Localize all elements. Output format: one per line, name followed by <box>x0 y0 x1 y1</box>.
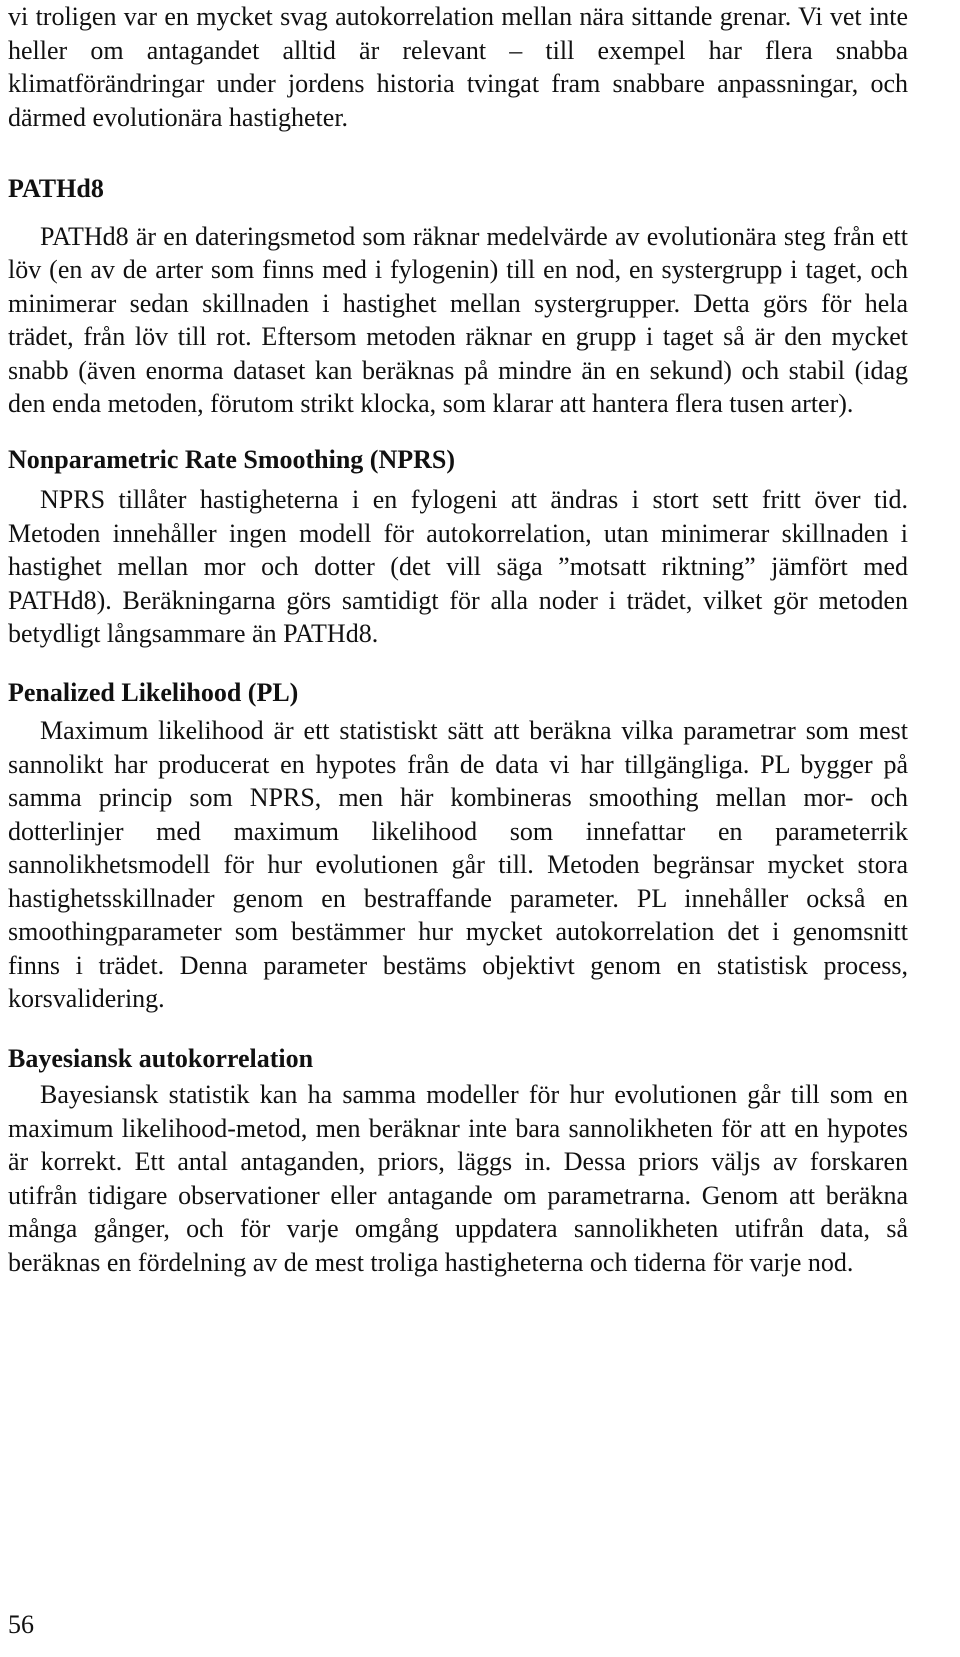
paragraph-bayesian-autocorrelation: Bayesiansk statistik kan ha samma modeller för hur evolutionen går till som en maximum likelihood-metod, men beräknar inte bara sannolikheten för att en hypotes är korrekt. Ett antal antaganden, priors, läggs in. Dessa priors väljs av forskaren utifrån tidigare observationer eller antagande om parametrarna. Genom att beräkna många gånger, och för varje omgång uppdatera sannolikheten utifrån data, så beräknas en fördelning av de mest troliga hastigheterna och tiderna för varje nod. <box>8 1080 908 1277</box>
document-page <box>8 0 908 1279</box>
paragraph-pathd8: PATHd8 är en dateringsmetod som räknar medelvärde av evolutionära steg från ett löv (en av de arter som finns med i fylogenin) till en nod, en systergrupp i taget, och minimerar sedan skillnaden i hastighet mellan systergrupper. Detta görs för hela trädet, från löv till rot. Eftersom metoden räknar en grupp i taget så är den mycket snabb (även enorma dataset kan beräknas på mindre än en sekund) och stabil (idag den enda metoden, förutom strikt klocka, som klarar att hantera flera tusen arter). <box>8 221 908 418</box>
heading-penalized-likelihood: Penalized Likelihood (PL) <box>8 677 299 707</box>
heading-pathd8: PATHd8 <box>8 174 104 203</box>
heading-bayesian-autocorrelation: Bayesiansk autokorrelation <box>8 1043 314 1073</box>
paragraph-penalized-likelihood: Maximum likelihood är ett statistiskt sätt att beräkna vilka parametrar som mest sannolikt har producerat en hypotes från de data vi har tillgängliga. PL bygger på samma princip som NPRS, men här kombineras smoothing mellan mor- och dotterlinjer med maximum likelihood som innefattar en parameterrik sannolikhetsmodell för hur evolutionen går till. Metoden begränsar mycket stora hastighetsskillnader genom en bestraffande parameter. PL innehåller också en smoothingparameter som bestämmer hur mycket autokorrelation det i genomsnitt finns i trädet. Denna parameter bestäms objektivt genom en statistisk process, korsvalidering. <box>8 716 908 1013</box>
intro-paragraph: vi troligen var en mycket svag autokorrelation mellan nära sittande grenar. Vi vet inte heller om antagandet alltid är relevant – till exempel har flera snabba klimatförändringar under jordens historia tvingat fram snabbare anpassningar, och därmed evolutionära hastigheter. <box>8 2 908 132</box>
heading-nprs: Nonparametric Rate Smoothing (NPRS) <box>8 444 456 474</box>
page-number: 56 <box>8 1610 34 1639</box>
paragraph-nprs: NPRS tillåter hastigheterna i en fylogeni att ändras i stort sett fritt över tid. Metoden innehåller ingen modell för autokorrelation, utan minimerar skillnaden i hastighet mellan mor och dotter (det vill säga ”motsatt riktning” jämfört med PATHd8). Beräkningarna görs samtidigt för alla noder i trädet, vilket gör metoden betydligt långsammare än PATHd8. <box>8 485 908 648</box>
